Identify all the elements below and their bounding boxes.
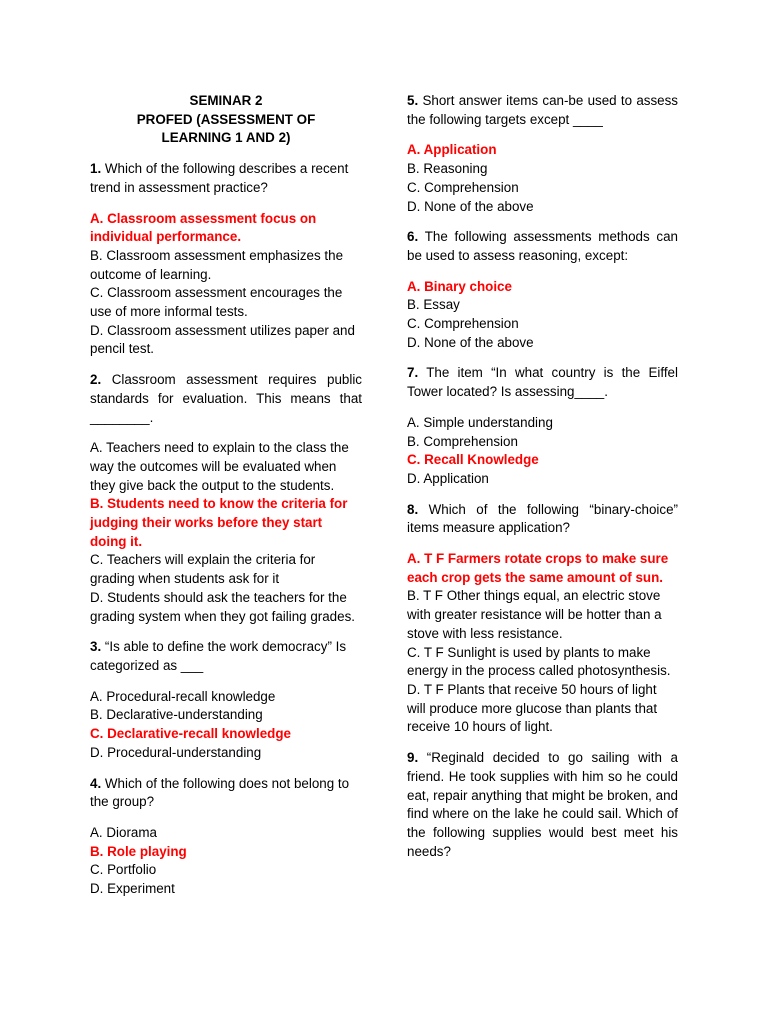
option-a: A. Teachers need to explain to the class the way the outcomes will be evaluated when they give back the output to the students.: [90, 440, 349, 493]
question-text: Which of the following describes a recent trend in assessment practice?: [90, 161, 349, 195]
question-text: The following assessments methods can be used to assess reasoning, except:: [407, 229, 679, 263]
option-d: D. T F Plants that receive 50 hours of light will produce more glucose than plants that receive 10 hours of light.: [407, 681, 658, 735]
right-column: [407, 92, 678, 873]
options: [90, 439, 362, 626]
option-c: C. Portfolio: [90, 862, 157, 878]
question-text: “Reginald decided to go sailing with a friend. He took supplies with him so he could eat, repair anything that might be broken, and find where on the lake he could sail. Which of the following supplies would best meet his needs?: [407, 750, 678, 859]
option-a: A. T F Farmers rotate crops to make sure each crop gets the same amount of sun.: [407, 551, 669, 585]
question-text: The item “In what country is the Eiffel Tower located? Is assessing____.: [407, 365, 678, 400]
question-number: 2.: [90, 372, 102, 388]
question-9: [407, 749, 678, 861]
question-stem: [90, 371, 362, 427]
question-number: 1.: [90, 161, 102, 177]
option-b: B. Comprehension: [407, 433, 518, 449]
question-8: [407, 501, 678, 737]
option-b: B. Role playing: [90, 843, 187, 859]
question-text: Which of the following “binary-choice” items measure application?: [407, 501, 678, 536]
question-number: 4.: [90, 775, 102, 791]
options: [407, 141, 678, 216]
options: [90, 688, 362, 763]
option-c: C. Classroom assessment encourages the use of more informal tests.: [90, 285, 343, 320]
question-number: 6.: [407, 229, 419, 245]
option-b: B. T F Other things equal, an electric stove with greater resistance will be hotter than a stove with less resistance.: [407, 588, 662, 641]
question-7: [407, 364, 678, 488]
option-c: C. Teachers will explain the criteria for grading when students ask for it: [90, 552, 316, 587]
option-b: B. Classroom assessment emphasizes the outcome of learning.: [90, 247, 344, 282]
option-d: D. None of the above: [407, 198, 534, 214]
question-1: [90, 160, 362, 359]
option-d: D. Classroom assessment utilizes paper and pencil test.: [90, 322, 355, 357]
option-d: D. Experiment: [90, 881, 175, 897]
option-c: C. Comprehension: [407, 179, 519, 195]
option-b: B. Reasoning: [407, 161, 488, 177]
question-6: [407, 228, 678, 352]
option-c: C. Recall Knowledge: [407, 452, 539, 468]
question-stem: [407, 92, 678, 129]
option-a: A. Procedural-recall knowledge: [90, 688, 276, 704]
question-stem: [90, 638, 362, 675]
title-line-1: SEMINAR 2: [189, 93, 263, 108]
options: [407, 414, 678, 489]
option-a: A. Diorama: [90, 824, 157, 840]
option-a: A. Application: [407, 142, 497, 158]
option-a: A. Classroom assessment focus on individual performance.: [90, 210, 317, 245]
question-4: [90, 775, 362, 899]
option-d: D. None of the above: [407, 334, 534, 350]
option-b: B. Declarative-understanding: [90, 707, 263, 723]
question-number: 8.: [407, 501, 419, 517]
title-line-2: PROFED (ASSESSMENT OF: [136, 111, 316, 127]
question-number: 9.: [407, 750, 419, 766]
option-b: B. Students need to know the criteria for judging their works before they start doing it.: [90, 496, 348, 549]
option-c: C. Declarative-recall knowledge: [90, 726, 291, 742]
options: [407, 550, 678, 737]
question-text: Short answer items can-be used to assess the following targets except ____: [407, 93, 678, 127]
left-column: [90, 92, 362, 911]
question-stem: [407, 501, 678, 538]
options: [90, 210, 362, 360]
question-5: [407, 92, 678, 216]
option-d: D. Application: [407, 470, 489, 486]
question-number: 7.: [407, 365, 419, 381]
question-number: 3.: [90, 639, 102, 655]
question-text: Classroom assessment requires public standards for evaluation. This means that ________.: [90, 372, 362, 425]
question-2: [90, 371, 362, 626]
document-title: [90, 92, 362, 148]
option-b: B. Essay: [407, 297, 460, 313]
options: [90, 824, 362, 899]
option-a: A. Simple understanding: [407, 414, 553, 430]
question-stem: [90, 160, 362, 197]
options: [407, 278, 678, 353]
option-c: C. T F Sunlight is used by plants to make energy in the process called photosynthesis.: [407, 644, 671, 679]
option-d: D. Procedural-understanding: [90, 744, 262, 760]
question-text: “Is able to define the work democracy” Is categorized as ___: [90, 639, 347, 673]
question-3: [90, 638, 362, 762]
question-text: Which of the following does not belong to the group?: [90, 775, 350, 810]
question-stem: [407, 364, 678, 401]
option-a: A. Binary choice: [407, 278, 512, 294]
question-stem: [407, 749, 678, 861]
option-d: D. Students should ask the teachers for the grading system when they got failing grades.: [90, 589, 355, 624]
question-number: 5.: [407, 93, 419, 108]
question-stem: [90, 775, 362, 812]
title-line-3: LEARNING 1 AND 2): [161, 130, 291, 146]
option-c: C. Comprehension: [407, 316, 519, 332]
question-stem: [407, 228, 678, 265]
